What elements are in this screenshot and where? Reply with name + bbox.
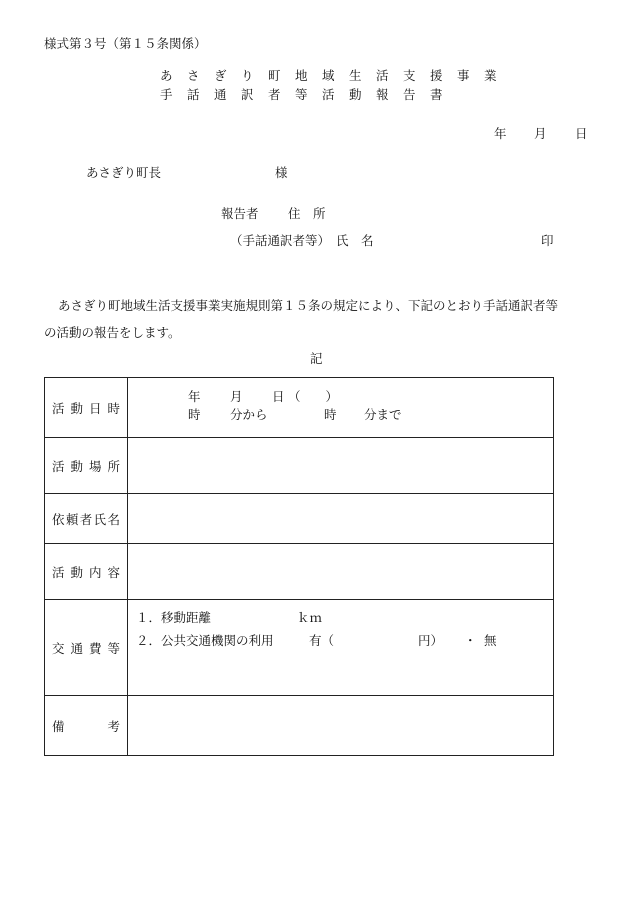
label-char: 動 [70, 400, 83, 416]
form-number: 様式第３号（第１５条関係） [44, 36, 207, 51]
label-char: 容 [107, 564, 120, 580]
label-char: 動 [70, 564, 83, 580]
transport-km-unit: ｋｍ [297, 610, 323, 625]
table-row [45, 378, 554, 438]
table-row [45, 600, 554, 696]
label-activity-content [45, 544, 128, 600]
label-char: 場 [88, 458, 102, 474]
label-char: 活 [52, 458, 65, 474]
dt-hour: 時 [188, 407, 201, 422]
requester-name-field[interactable] [128, 494, 554, 544]
reporter-name-label: 氏 名 [336, 233, 374, 248]
date-day: 日 [575, 126, 588, 141]
activity-content-field[interactable] [128, 544, 554, 600]
activity-datetime-field[interactable] [128, 378, 554, 438]
label-char: 内 [88, 564, 102, 580]
transport-item-1: １．移動距離 [136, 610, 212, 625]
label-char: 動 [70, 458, 83, 474]
report-table [44, 377, 554, 756]
label-activity-datetime [45, 378, 128, 438]
title-line-1: あさぎり町地域生活支援事業 [160, 68, 512, 83]
transport-dot: ・ [464, 633, 477, 648]
dt-minute-from: 分から [230, 407, 268, 422]
label-char: 名 [107, 511, 120, 527]
transport-yes: 有（ [309, 633, 335, 648]
dt-hour-2: 時 [324, 407, 337, 422]
addressee-honorific: 様 [275, 165, 288, 180]
label-char: 活 [52, 400, 65, 416]
transport-yen: 円） [418, 633, 444, 648]
label-char: 等 [107, 640, 120, 656]
remarks-field[interactable] [128, 696, 554, 756]
label-char: 氏 [93, 511, 107, 527]
transport-no: 無 [484, 633, 497, 648]
label-char: 交 [52, 640, 65, 656]
label-requester-name [45, 494, 128, 544]
dt-month: 月 [230, 389, 243, 404]
seal-mark: 印 [541, 233, 554, 248]
label-char: 者 [79, 511, 93, 527]
addressee-name: あさぎり町長 [86, 165, 162, 180]
label-char: 通 [70, 640, 83, 656]
date-year: 年 [494, 126, 507, 141]
body-text-line-1: あさぎり町地域生活支援事業実施規則第１５条の規定により、下記のとおり手話通訳者等 [58, 298, 559, 313]
title-line-2: 手話通訳者等活動報告書 [160, 87, 458, 102]
label-char: 所 [107, 458, 120, 474]
label-char: 考 [107, 718, 120, 734]
label-activity-place [45, 438, 128, 494]
transport-item-2: ２．公共交通機関の利用 [136, 633, 274, 648]
activity-place-field[interactable] [128, 438, 554, 494]
reporter-address-label: 住 所 [288, 206, 326, 221]
label-char: 費 [88, 640, 102, 656]
label-char: 頼 [65, 511, 79, 527]
table-row [45, 544, 554, 600]
label-char: 依 [52, 511, 65, 527]
table-row [45, 696, 554, 756]
label-char: 時 [107, 400, 120, 416]
label-char: 備 [52, 718, 65, 734]
dt-day: 日 [272, 389, 285, 404]
label-char: 活 [52, 564, 65, 580]
dt-year: 年 [188, 389, 201, 404]
transport-cost-field[interactable] [128, 600, 554, 696]
date-month: 月 [534, 126, 547, 141]
dt-minute-to: 分まで [364, 407, 402, 422]
reporter-role: （手話通訳者等） [230, 233, 331, 248]
dt-weekday: （ ） [288, 389, 339, 404]
table-row [45, 438, 554, 494]
reporter-label: 報告者 [221, 206, 259, 221]
label-remarks [45, 696, 128, 756]
label-char: 日 [88, 400, 102, 416]
label-transport-cost [45, 600, 128, 696]
table-row [45, 494, 554, 544]
ki-heading: 記 [310, 351, 323, 366]
body-text-line-2: の活動の報告をします。 [44, 325, 181, 340]
